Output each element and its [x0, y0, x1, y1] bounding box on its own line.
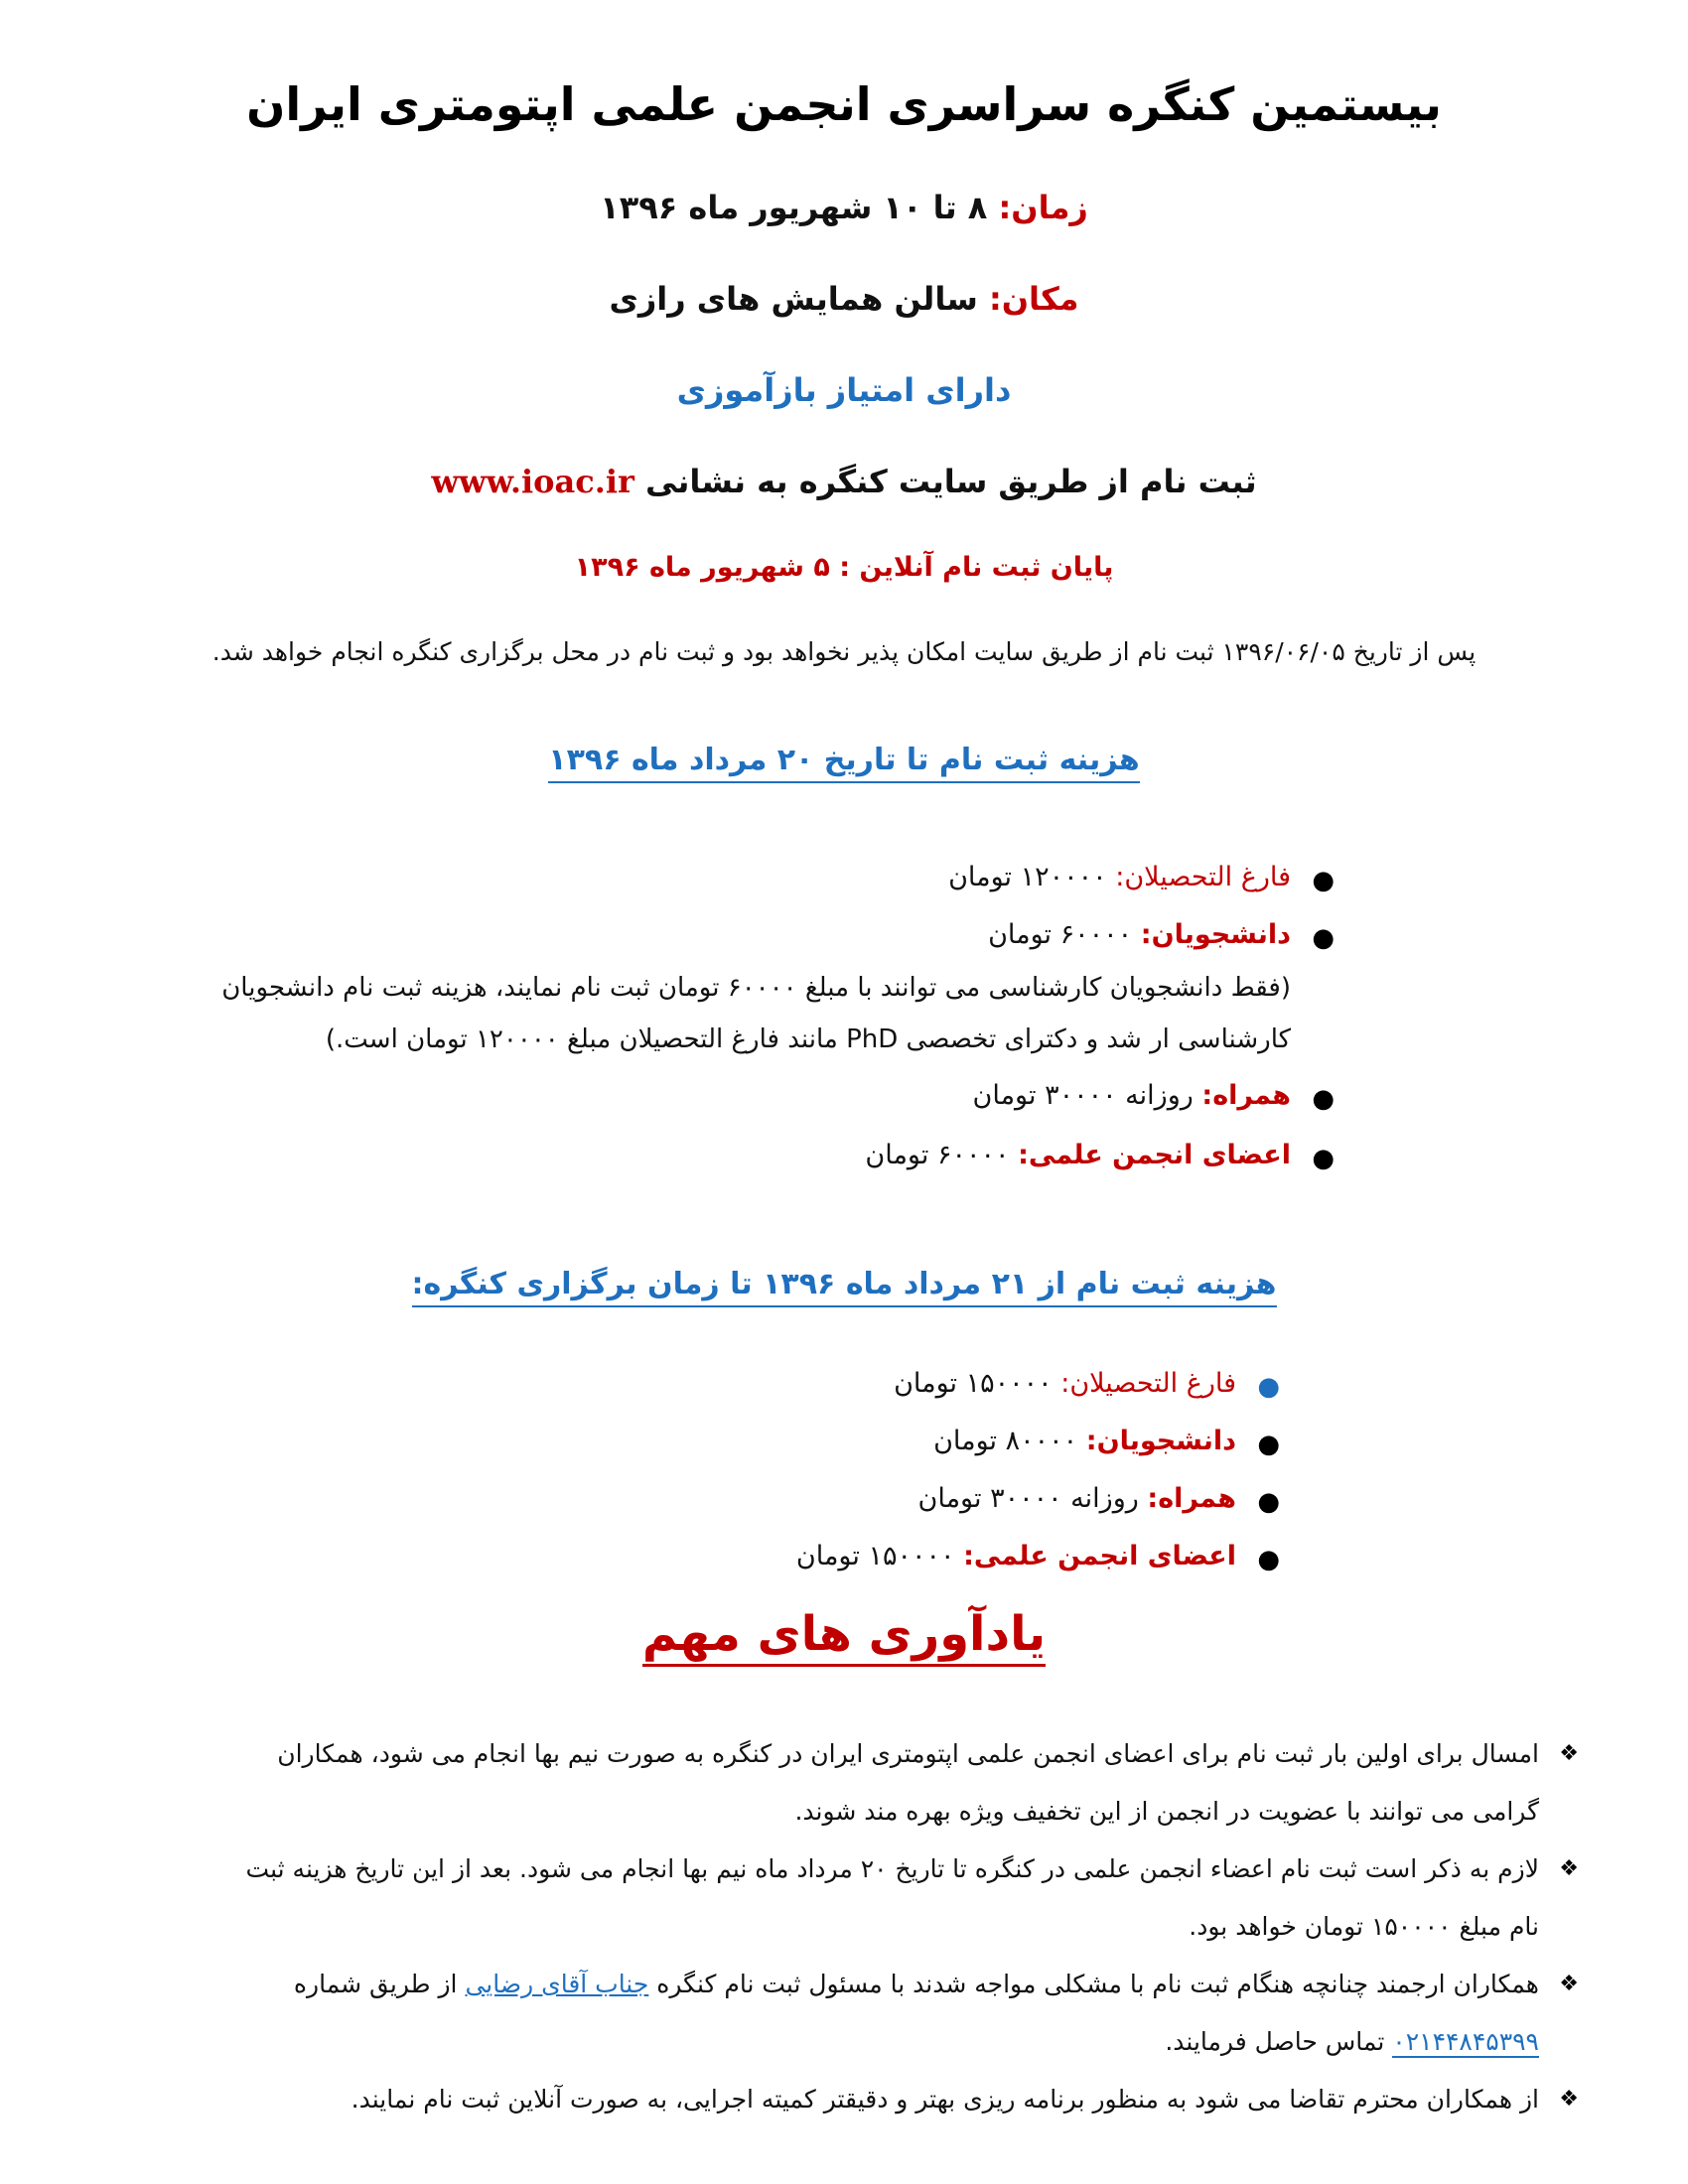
fees1-item-students	[199, 919, 1335, 973]
place-line	[0, 280, 1688, 318]
fees1-heading: هزینه ثبت نام تا تاریخ ۲۰ مرداد ماه ۱۳۹۶	[548, 743, 1139, 783]
document-title: بیستمین کنگره سراسری انجمن علمی اپتومتری ایران	[246, 77, 1442, 131]
fees1-item-members	[199, 1140, 1335, 1197]
fee-value: ۱۲۰۰۰۰ تومان	[948, 862, 1107, 892]
place-label: مکان:	[988, 280, 1079, 318]
reminder-2-line-1: لازم به ذکر است ثبت نام اعضاء انجمن علمی در کنگره تا تاریخ ۲۰ مرداد ماه نیم بها انجام می شود. بعد از این تاریخ هزینه ثبت	[245, 1854, 1539, 1883]
reminder-4-line-1: از همکاران محترم تقاضا می شود به منظور برنامه ریزی بهتر و دقیقتر کمیته اجرایی، به صورت آنلاین ثبت نام نمایند.	[351, 2085, 1539, 2114]
fee-value: روزانه ۳۰۰۰۰ تومان	[917, 1483, 1139, 1514]
reminder-4	[109, 2071, 1579, 2128]
reminder-3	[109, 1956, 1579, 2071]
fee-value: ۸۰۰۰۰ تومان	[933, 1426, 1078, 1456]
bullet-icon: ●	[1312, 1144, 1335, 1173]
fees1-list	[199, 862, 1335, 1197]
fee-label: اعضای انجمن علمی:	[1018, 1140, 1291, 1170]
reminder-1-line-1: امسال برای اولین بار ثبت نام برای اعضای انجمن علمی اپتومتری ایران در کنگره به صورت نیم بها انجام می شود، همکاران	[277, 1739, 1539, 1768]
fee-label: فارغ التحصیلان:	[1060, 1368, 1236, 1399]
reminders-heading-wrap	[0, 1606, 1688, 1667]
registration-line	[0, 463, 1688, 500]
bullet-icon: ●	[1257, 1487, 1280, 1517]
bullet-icon: ●	[1257, 1430, 1280, 1459]
fee-value: ۶۰۰۰۰ تومان	[988, 919, 1133, 950]
fees2-heading: هزینه ثبت نام از ۲۱ مرداد ماه ۱۳۹۶ تا زمان برگزاری کنگره:	[412, 1267, 1277, 1307]
fees1-student-note-1: (فقط دانشجویان کارشناسی می توانند با مبلغ ۶۰۰۰۰ تومان ثبت نام نمایند، هزینه ثبت نام دانشجویان	[221, 973, 1291, 1003]
fee-label: دانشجویان:	[1085, 1426, 1236, 1456]
phone-number-link[interactable]: ۰۲۱۴۴۸۴۵۳۹۹	[1392, 2027, 1539, 2056]
time-line	[0, 189, 1688, 226]
bullet-icon: ●	[1257, 1372, 1280, 1402]
bullet-icon: ●	[1312, 923, 1335, 953]
fee-label: همراه:	[1147, 1483, 1236, 1514]
fee-value: روزانه ۳۰۰۰۰ تومان	[972, 1080, 1194, 1111]
time-label: زمان:	[998, 189, 1088, 226]
fees2-item-students	[343, 1426, 1280, 1483]
reminder-3-line-1	[109, 1956, 1539, 2013]
reminder-2	[109, 1841, 1579, 1956]
fees1-item-graduates	[199, 862, 1335, 919]
reminder-3-text-after: از طریق شماره	[293, 1970, 458, 1998]
fees2-list	[343, 1368, 1280, 1598]
registration-url[interactable]: www.ioac.ir	[431, 463, 634, 500]
bullet-icon: ●	[1312, 866, 1335, 895]
fee-label: دانشجویان:	[1140, 919, 1291, 950]
fee-label: اعضای انجمن علمی:	[963, 1541, 1236, 1571]
diamond-bullet-icon: ❖	[1559, 1856, 1579, 1881]
diamond-bullet-icon: ❖	[1559, 1741, 1579, 1766]
reminder-3-end: تماس حاصل فرمایند.	[1165, 2027, 1385, 2056]
reminder-2-line-2: نام مبلغ ۱۵۰۰۰۰ تومان خواهد بود.	[1189, 1912, 1539, 1941]
fees2-item-members	[343, 1541, 1280, 1598]
fee-value: ۱۵۰۰۰۰ تومان	[795, 1541, 955, 1571]
fee-label: همراه:	[1201, 1080, 1291, 1111]
registration-text: ثبت نام از طریق سایت کنگره به نشانی	[645, 463, 1257, 500]
fee-value: ۶۰۰۰۰ تومان	[865, 1140, 1010, 1170]
fees2-item-graduates	[343, 1368, 1280, 1426]
fees1-item-companion	[199, 1080, 1335, 1140]
diamond-bullet-icon: ❖	[1559, 2087, 1579, 2112]
fees1-heading-wrap	[0, 743, 1688, 783]
reminder-3-text: همکاران ارجمند چنانچه هنگام ثبت نام با مشکلی مواجه شدند با مسئول ثبت نام کنگره	[656, 1970, 1539, 1998]
fee-label: فارغ التحصیلان:	[1115, 862, 1291, 892]
credit-line: دارای امتیاز بازآموزی	[676, 371, 1012, 409]
reminder-3-line-2	[109, 2013, 1539, 2071]
registrar-contact-link[interactable]: جناب آقای رضایی	[465, 1970, 649, 1998]
fees1-student-note-2: کارشناسی ار شد و دکترای تخصصی PhD مانند فارغ التحصیلان مبلغ ۱۲۰۰۰۰ تومان است.)	[325, 1024, 1291, 1054]
title-block	[0, 77, 1688, 131]
bullet-icon: ●	[1312, 1084, 1335, 1114]
fee-value: ۱۵۰۰۰۰ تومان	[894, 1368, 1053, 1399]
reminder-1-line-2: گرامی می توانند با عضویت در انجمن از این تخفیف ویژه بهره مند شوند.	[794, 1797, 1539, 1826]
reminders-heading: یادآوری های مهم	[642, 1606, 1046, 1667]
deadline-line: پایان ثبت نام آنلاین : ۵ شهریور ماه ۱۳۹۶	[574, 552, 1114, 583]
bullet-icon: ●	[1257, 1545, 1280, 1574]
diamond-bullet-icon: ❖	[1559, 1972, 1579, 1996]
fees2-heading-wrap	[0, 1267, 1688, 1307]
notice-line: پس از تاریخ ۱۳۹۶/۰۶/۰۵ ثبت نام از طریق سایت امکان پذیر نخواهد بود و ثبت نام در محل برگزاری کنگره انجام خواهد شد.	[211, 637, 1477, 666]
time-value: ۸ تا ۱۰ شهریور ماه ۱۳۹۶	[600, 189, 988, 226]
fees2-item-companion	[343, 1483, 1280, 1541]
place-value: سالن همایش های رازی	[609, 280, 978, 318]
reminder-1	[109, 1725, 1579, 1841]
